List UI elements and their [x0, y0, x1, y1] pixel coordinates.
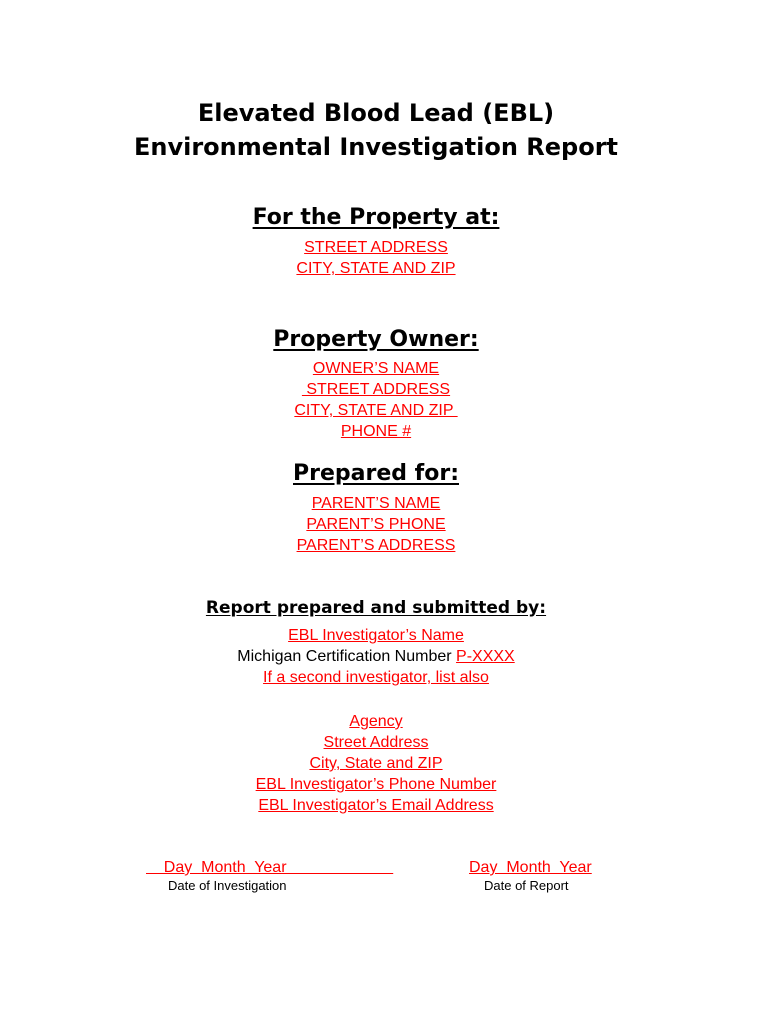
report-date-caption: Date of Report — [484, 878, 569, 893]
owner-street-address: STREET ADDRESS — [301, 381, 451, 398]
report-date: Day Month Year — [469, 859, 592, 876]
investigator-name: EBL Investigator’s Name — [288, 627, 464, 644]
parent-address: PARENT’S ADDRESS — [296, 537, 456, 554]
agency-name: Agency — [349, 713, 403, 730]
certification-number: P-XXXX — [456, 648, 515, 665]
prepared-for-heading: Prepared for: — [293, 461, 459, 486]
investigator-phone: EBL Investigator’s Phone Number — [255, 776, 497, 793]
submitted-by-heading: Report prepared and submitted by: — [205, 598, 547, 618]
agency-street-address: Street Address — [323, 734, 429, 751]
property-street-address: STREET ADDRESS — [304, 239, 448, 256]
owner-name: OWNER’S NAME — [312, 360, 440, 377]
parent-name: PARENT’S NAME — [311, 495, 441, 512]
investigation-date-caption: Date of Investigation — [168, 878, 287, 893]
property-city-state-zip: CITY, STATE AND ZIP — [296, 260, 456, 277]
second-investigator-note: If a second investigator, list also — [263, 669, 489, 686]
owner-city-state-zip: CITY, STATE AND ZIP — [294, 402, 458, 419]
agency-city-state-zip: City, State and ZIP — [309, 755, 443, 772]
parent-phone: PARENT’S PHONE — [306, 516, 446, 533]
report-title-line-2: Environmental Investigation Report — [133, 133, 619, 161]
investigation-date: Day Month Year — [146, 859, 394, 876]
certification-label: Michigan Certification Number — [237, 648, 457, 665]
property-heading: For the Property at: — [252, 205, 500, 230]
investigator-email: EBL Investigator’s Email Address — [258, 797, 494, 814]
report-title-line-1: Elevated Blood Lead (EBL) — [197, 99, 555, 127]
owner-heading: Property Owner: — [273, 327, 479, 352]
owner-phone: PHONE # — [340, 423, 412, 440]
certification-line — [0, 646, 752, 667]
